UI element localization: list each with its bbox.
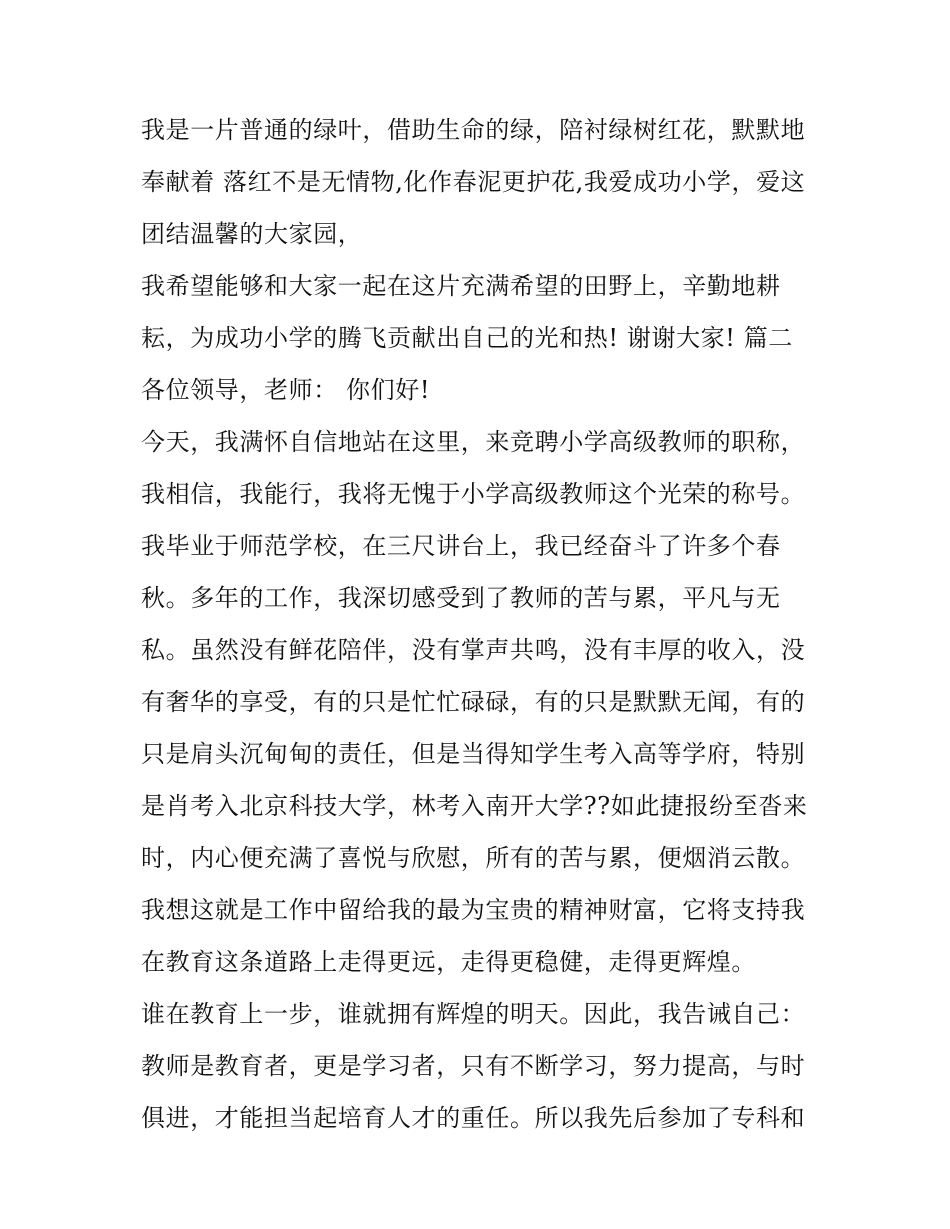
text-line-2: 奉献着 落红不是无情物,化作春泥更护花,我爱成功小学，爱这	[141, 168, 806, 196]
text-line-4: 我希望能够和大家一起在这片充满希望的田野上，辛勤地耕	[141, 272, 781, 300]
text-line-17: 在教育这条道路上走得更远，走得更稳健，走得更辉煌。	[141, 948, 756, 976]
text-line-8: 我相信，我能行，我将无愧于小学高级教师这个光荣的称号。	[141, 480, 806, 508]
body-text	[141, 104, 821, 1144]
text-line-19: 教师是教育者，更是学习者，只有不断学习，努力提高，与时	[141, 1052, 806, 1080]
text-line-16: 我想这就是工作中留给我的最为宝贵的精神财富，它将支持我	[141, 896, 806, 924]
text-line-1: 我是一片普通的绿叶，借助生命的绿，陪衬绿树红花，默默地	[141, 116, 806, 144]
text-line-9: 我毕业于师范学校，在三尺讲台上，我已经奋斗了许多个春	[141, 532, 781, 560]
text-line-15: 时，内心便充满了喜悦与欣慰，所有的苦与累，便烟消云散。	[141, 844, 806, 872]
text-line-3: 团结温馨的大家园，	[141, 220, 363, 248]
text-line-18: 谁在教育上一步，谁就拥有辉煌的明天。因此，我告诫自己：	[141, 1000, 806, 1028]
text-line-11: 私。虽然没有鲜花陪伴，没有掌声共鸣，没有丰厚的收入，没	[141, 636, 806, 664]
text-line-6: 各位领导，老师： 你们好!	[141, 376, 431, 404]
text-line-20: 俱进，才能担当起培育人才的重任。所以我先后参加了专科和	[141, 1104, 806, 1132]
text-line-14: 是肖考入北京科技大学，林考入南开大学??如此捷报纷至沓来	[141, 792, 808, 820]
text-line-7: 今天，我满怀自信地站在这里，来竞聘小学高级教师的职称，	[141, 428, 806, 456]
text-line-12: 有奢华的享受，有的只是忙忙碌碌，有的只是默默无闻，有的	[141, 688, 806, 716]
text-line-13: 只是肩头沉甸甸的责任，但是当得知学生考入高等学府，特别	[141, 740, 806, 768]
text-line-5: 耘，为成功小学的腾飞贡献出自己的光和热! 谢谢大家! 篇二	[141, 324, 793, 352]
text-line-10: 秋。多年的工作，我深切感受到了教师的苦与累，平凡与无	[141, 584, 781, 612]
